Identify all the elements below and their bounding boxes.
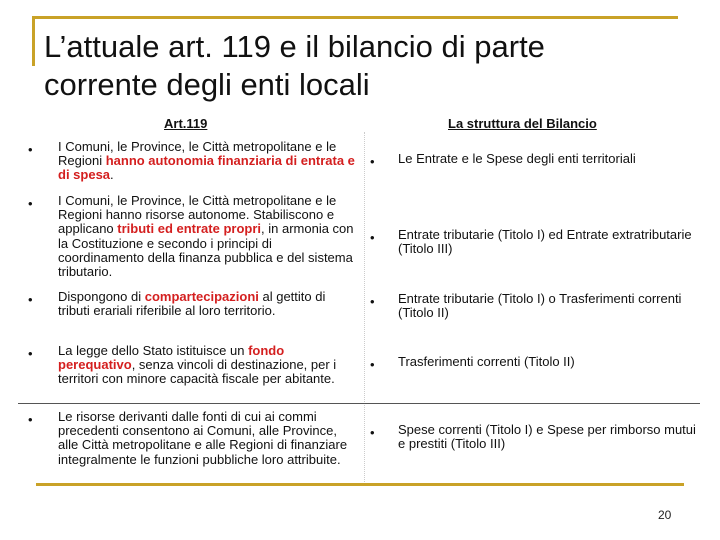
row-4-right-text: Trasferimenti correnti (Titolo II) <box>398 354 575 369</box>
table-bottom-rule <box>36 483 684 486</box>
row-3-right-text: Entrate tributarie (Titolo I) o Trasferimenti correnti (Titolo II) <box>398 291 682 321</box>
title-frame-left-rule <box>32 16 35 66</box>
comparison-table <box>18 110 700 488</box>
bullet-right-1: • <box>370 154 375 169</box>
bullet-right-3: • <box>370 294 375 309</box>
row-4-left-text <box>58 344 358 387</box>
cell-text: . <box>110 167 114 183</box>
slide-title-line-1: L’attuale art. 119 e il bilancio di parte <box>44 29 545 64</box>
row-divider <box>18 403 700 404</box>
row-5-right-text: Spese correnti (Titolo I) e Spese per rimborso mutui e prestiti (Titolo III) <box>398 422 696 452</box>
row-1-right-text: Le Entrate e le Spese degli enti territoriali <box>398 151 636 166</box>
bullet-right-2: • <box>370 230 375 245</box>
cell-text: , senza vincoli di destinazione, per i territori con minore capacità fiscale per abitante. <box>58 357 337 387</box>
column-separator <box>364 132 365 486</box>
cell-text: Dispongono di <box>58 289 145 304</box>
cell-text: La legge dello Stato istituisce un <box>58 343 249 358</box>
highlight-text: fondo perequativo <box>58 343 285 373</box>
cell-text: al gettito di tributi erariali riferibile al loro territorio. <box>58 289 326 319</box>
bullet-right-5: • <box>370 425 375 440</box>
bullet-left-3: • <box>28 292 33 307</box>
row-5-left-text <box>58 410 358 467</box>
highlight-text: hanno autonomia finanziaria di entrata e di spesa <box>58 153 355 183</box>
cell-text: , in armonia con la Costituzione e secondo i principi di coordinamento della finanza pubblica e del sistema tributario. <box>58 221 354 280</box>
header-art-119: Art.119 <box>164 116 208 131</box>
bullet-left-4: • <box>28 346 33 361</box>
row-1-left-text <box>58 140 358 183</box>
slide-title <box>44 28 684 104</box>
slide-title-line-2: corrente degli enti locali <box>44 67 370 102</box>
header-struttura-bilancio: La struttura del Bilancio <box>448 116 597 131</box>
cell-text: I Comuni, le Province, le Città metropolitane e le Regioni <box>58 139 337 169</box>
cell-text: Le risorse derivanti dalle fonti di cui ai commi precedenti consentono ai Comuni, alle Province, alle Città metropolitane e alle Regioni di finanziare integralmente le funzioni pubbliche loro attribuite. <box>58 409 348 467</box>
highlight-text: compartecipazioni <box>144 289 259 304</box>
row-3-left-text <box>58 290 358 318</box>
row-2-right-text: Entrate tributarie (Titolo I) ed Entrate extratributarie (Titolo III) <box>398 227 692 257</box>
bullet-left-5: • <box>28 412 33 427</box>
row-2-left-text <box>58 194 358 279</box>
bullet-left-1: • <box>28 142 33 157</box>
bullet-left-2: • <box>28 196 33 211</box>
cell-text: I Comuni, le Province, le Città metropolitane e le Regioni hanno risorse autonome. Stabiliscono e applicano <box>58 193 337 237</box>
page-number: 20 <box>658 508 672 522</box>
bullet-right-4: • <box>370 357 375 372</box>
highlight-text: tributi ed entrate propri <box>117 221 262 237</box>
title-frame-top-rule <box>32 16 678 19</box>
